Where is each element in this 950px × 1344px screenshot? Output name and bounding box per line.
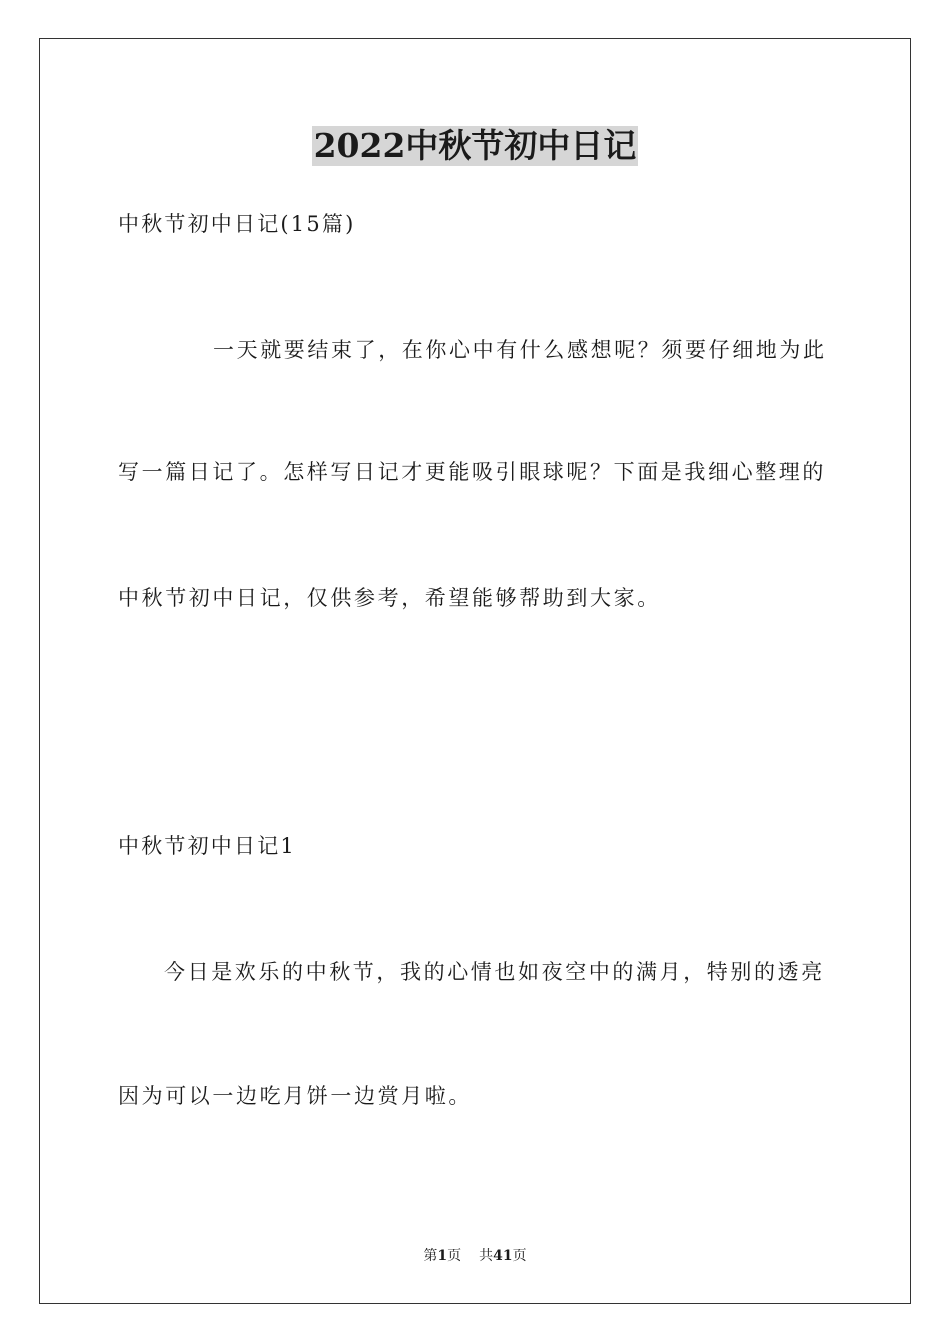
section-line-2: 因为可以一边吃月饼一边赏月啦。	[118, 1084, 472, 1108]
document-subtitle: 中秋节初中日记(15篇)	[118, 212, 356, 236]
section-heading: 中秋节初中日记1	[118, 834, 296, 858]
footer-page-suffix: 页	[447, 1248, 462, 1264]
footer-total-prefix: 共	[479, 1248, 494, 1264]
document-title: 2022中秋节初中日记	[313, 126, 637, 165]
section-line-1: 今日是欢乐的中秋节，我的心情也如夜空中的满月，特别的透亮	[164, 960, 825, 984]
title-block	[0, 126, 950, 166]
footer-page-prefix: 第	[423, 1248, 438, 1264]
page-footer	[0, 1246, 950, 1266]
intro-line-2: 写一篇日记了。怎样写日记才更能吸引眼球呢？下面是我细心整理的	[118, 460, 826, 484]
intro-line-1: 一天就要结束了，在你心中有什么感想呢？须要仔细地为此	[213, 338, 827, 362]
footer-total-suffix: 页	[512, 1248, 527, 1264]
footer-total-pages: 41	[493, 1248, 513, 1264]
intro-line-3: 中秋节初中日记，仅供参考，希望能够帮助到大家。	[118, 586, 661, 610]
footer-page-number: 1	[437, 1248, 448, 1264]
